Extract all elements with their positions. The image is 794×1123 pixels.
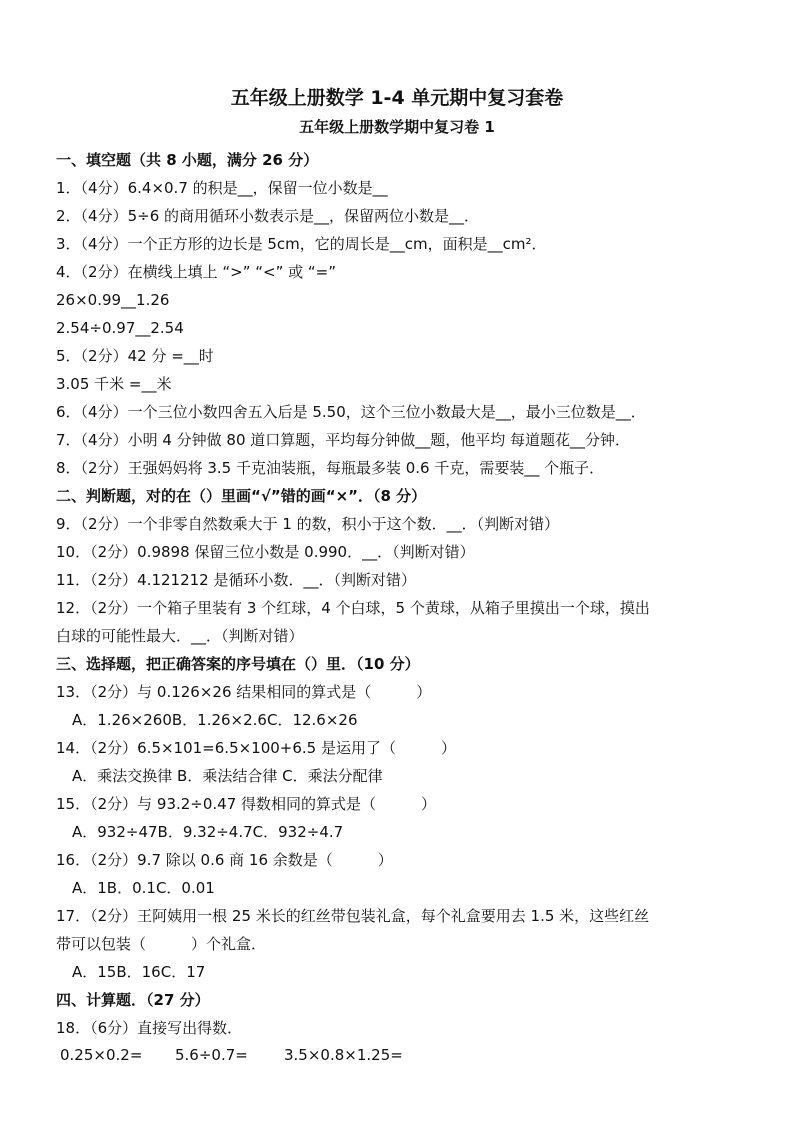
question-4: 4．（2分）在横线上填上 “>” “<” 或 “=” <box>56 263 336 281</box>
page-title: 五年级上册数学 1-4 单元期中复习套卷 <box>230 87 564 109</box>
question-5: 5．（2分）42 分 =__时 <box>56 347 214 365</box>
question-9: 9．（2分）一个非零自然数乘大于 1 的数，积小于这个数．__．（判断对错） <box>56 515 560 533</box>
question-5-part-b: 3.05 千米 =__米 <box>56 375 172 393</box>
question-13: 13．（2分）与 0.126×26 结果相同的算式是（ ） <box>56 683 432 701</box>
question-17-continued: 带可以包装（ ）个礼盒． <box>56 935 267 953</box>
question-4-part-b: 2.54÷0.97__2.54 <box>56 319 184 337</box>
question-17: 17．（2分）王阿姨用一根 25 米长的红丝带包装礼盒，每个礼盒要用去 1.5 米，这些红丝 <box>56 907 650 925</box>
calc-item-3: 3.5×0.8×1.25= <box>284 1046 403 1064</box>
section-heading-fill-blank: 一、填空题（共 8 小题，满分 26 分） <box>56 151 319 169</box>
calc-item-1: 0.25×0.2= <box>60 1046 143 1064</box>
question-17-options: A．15B．16C．17 <box>72 963 206 981</box>
section-heading-true-false: 二、判断题，对的在（）里画“√”错的画“×”．（8 分） <box>56 487 427 505</box>
question-14-options: A．乘法交换律 B．乘法结合律 C．乘法分配律 <box>72 767 383 785</box>
page-subtitle: 五年级上册数学期中复习卷 1 <box>299 118 495 136</box>
question-14: 14．（2分）6.5×101=6.5×100+6.5 是运用了（ ） <box>56 739 456 757</box>
question-1: 1．（4分）6.4×0.7 的积是__，保留一位小数是__ <box>56 179 388 197</box>
question-15-options: A．932÷47B．9.32÷4.7C．932÷4.7 <box>72 823 344 841</box>
question-2: 2．（4分）5÷6 的商用循环小数表示是__，保留两位小数是__． <box>56 207 480 225</box>
question-4-part-a: 26×0.99__1.26 <box>56 291 170 309</box>
question-18: 18．（6分）直接写出得数． <box>56 1019 243 1037</box>
question-3: 3．（4分）一个正方形的边长是 5cm，它的周长是__cm，面积是__cm²． <box>56 235 547 253</box>
question-8: 8．（2分）王强妈妈将 3.5 千克油装瓶，每瓶最多装 0.6 千克，需要装__ 个瓶子． <box>56 459 605 477</box>
question-6: 6．（4分）一个三位小数四舍五入后是 5.50，这个三位小数最大是__，最小三位数是__． <box>56 403 646 421</box>
calc-item-2: 5.6÷0.7= <box>175 1046 248 1064</box>
question-16-options: A．1B．0.1C．0.01 <box>72 879 215 897</box>
section-heading-multiple-choice: 三、选择题，把正确答案的序号填在（）里．（10 分） <box>56 655 420 673</box>
question-7: 7．（4分）小明 4 分钟做 80 道口算题，平均每分钟做__题，他平均 每道题花__分钟． <box>56 431 631 449</box>
section-heading-calculation: 四、计算题．（27 分） <box>56 991 210 1009</box>
question-11: 11．（2分）4.121212 是循环小数．__．（判断对错） <box>56 571 416 589</box>
question-15: 15．（2分）与 93.2÷0.47 得数相同的算式是（ ） <box>56 795 437 813</box>
question-13-options: A．1.26×260B．1.26×2.6C．12.6×26 <box>72 711 358 729</box>
question-10: 10．（2分）0.9898 保留三位小数是 0.990．__．（判断对错） <box>56 543 475 561</box>
question-12: 12．（2分）一个箱子里装有 3 个红球，4 个白球，5 个黄球，从箱子里摸出一个球，摸出 <box>56 599 650 617</box>
question-16: 16．（2分）9.7 除以 0.6 商 16 余数是（ ） <box>56 851 393 869</box>
question-12-continued: 白球的可能性最大．__．（判断对错） <box>56 627 304 645</box>
